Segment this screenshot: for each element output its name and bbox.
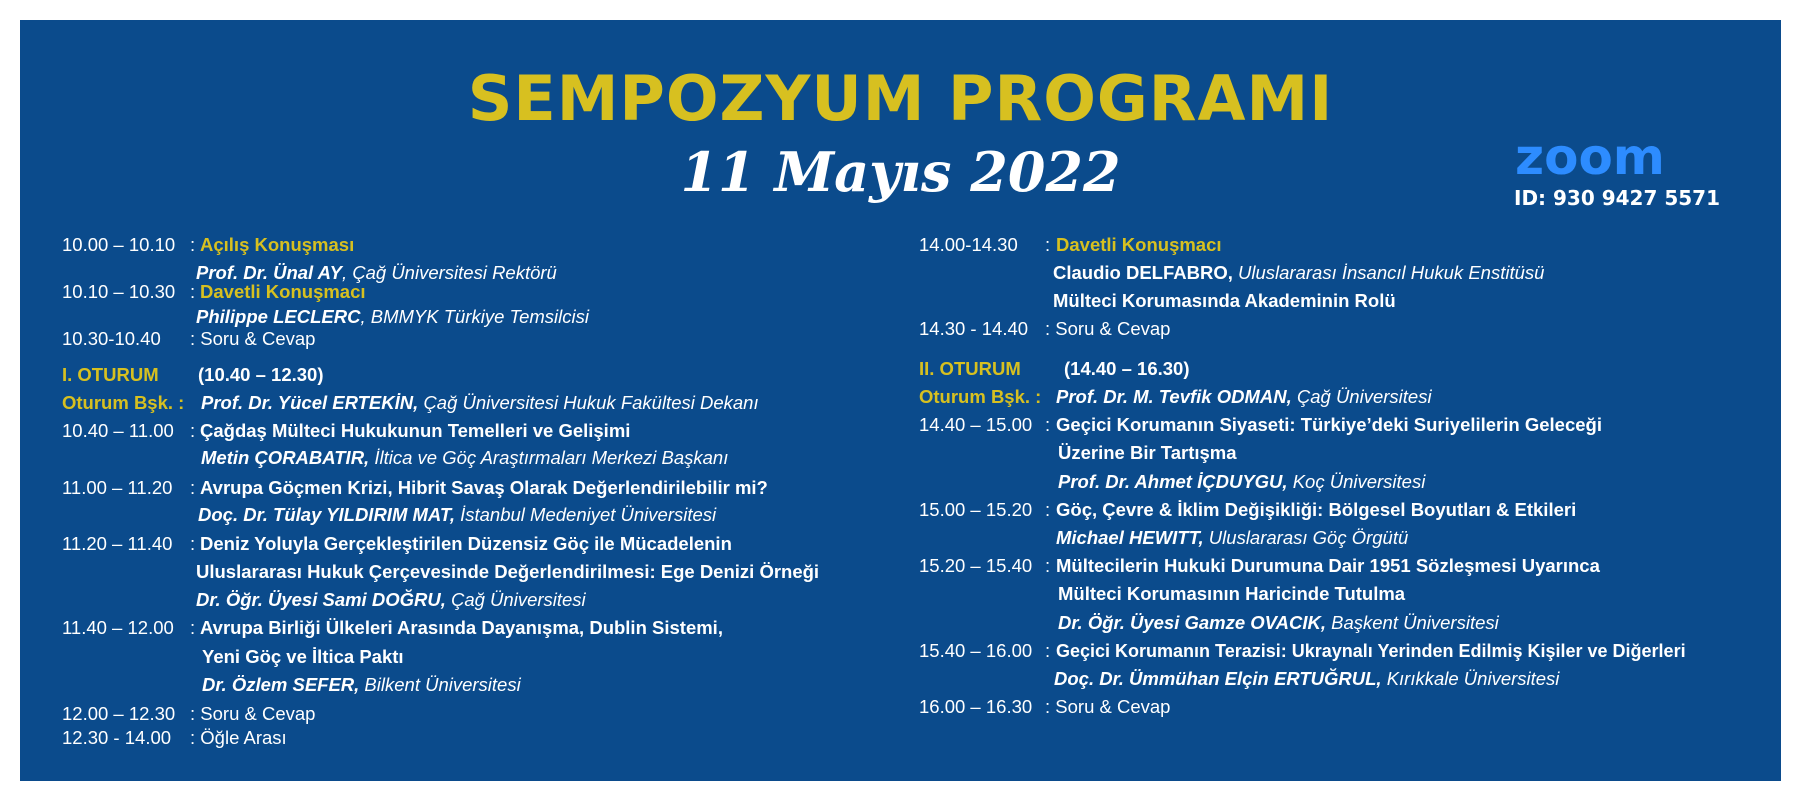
separator: : (1045, 414, 1051, 435)
talk-title: Mülteci Korumasında Akademinin Rolü (1053, 290, 1396, 311)
time-slot: 15.00 – 15.20 (919, 499, 1033, 520)
talk-title-line-1: Mültecilerin Hukuki Durumuna Dair 1951 Sözleşmesi Uyarınca (1056, 555, 1600, 576)
lunch-break-text: : Öğle Arası (190, 727, 287, 748)
speaker-line (1056, 526, 1408, 550)
speaker-name: Dr. Özlem SEFER, (202, 674, 360, 695)
speaker-line (1053, 261, 1544, 285)
time-slot: 11.40 – 12.00 (62, 617, 174, 638)
talk-title: Avrupa Göçmen Krizi, Hibrit Savaş Olarak Değerlendirilebilir mi? (200, 477, 768, 498)
session-label: II. OTURUM (919, 358, 1021, 379)
time-slot: 12.00 – 12.30 (62, 703, 176, 724)
chair-name: Prof. Dr. M. Tevfik ODMAN, (1056, 386, 1292, 407)
speaker-affiliation: Bilkent Üniversitesi (359, 674, 521, 695)
talk-title-line-2: Üzerine Bir Tartışma (1058, 442, 1237, 463)
separator: : (190, 420, 196, 441)
separator: : (190, 234, 196, 255)
speaker-name: Claudio DELFABRO, (1053, 262, 1233, 283)
speaker-affiliation: Koç Üniversitesi (1287, 471, 1426, 492)
speaker-name: Metin ÇORABATIR, (201, 447, 370, 468)
speaker-name: Dr. Öğr. Üyesi Sami DOĞRU, (196, 589, 446, 610)
separator: : (1045, 234, 1051, 255)
time-slot: 14.00-14.30 (919, 234, 1018, 255)
talk-title-line-2: Yeni Göç ve İltica Paktı (202, 646, 404, 667)
speaker-line (196, 305, 589, 329)
chair-line (201, 391, 759, 415)
chair-affiliation: Çağ Üniversitesi (1291, 386, 1432, 407)
speaker-name: Prof. Dr. Ahmet İÇDUYGU, (1058, 471, 1288, 492)
time-slot: 11.00 – 11.20 (62, 477, 173, 498)
talk-title: Geçici Korumanın Terazisi: Ukraynalı Yerinden Edilmiş Kişiler ve Diğerleri (1056, 641, 1686, 661)
qa-text: : Soru & Cevap (1045, 318, 1171, 339)
session-label: I. OTURUM (62, 364, 159, 385)
separator: : (1045, 640, 1051, 661)
speaker-name: Dr. Öğr. Üyesi Gamze OVACIK, (1058, 612, 1326, 633)
zoom-logo: zoom (1515, 128, 1665, 186)
separator: : (190, 617, 196, 638)
speaker-affiliation: İstanbul Medeniyet Üniversitesi (454, 504, 717, 525)
time-slot: 14.30 - 14.40 (919, 318, 1029, 339)
page-title: SEMPOZYUM PROGRAMI (467, 62, 1334, 135)
invited-speaker-label: Davetli Konuşmacı (1056, 234, 1222, 255)
chair-name: Prof. Dr. Yücel ERTEKİN, (201, 392, 419, 413)
time-slot: 14.40 – 15.00 (919, 414, 1033, 435)
speaker-name: Doç. Dr. Ümmühan Elçin ERTUĞRUL, (1054, 668, 1382, 689)
speaker-name: Philippe LECLERC (196, 306, 361, 327)
talk-title-line-1: Avrupa Birliği Ülkeleri Arasında Dayanışma, Dublin Sistemi, (200, 617, 723, 638)
session-time: (14.40 – 16.30) (1064, 358, 1190, 379)
speaker-line (1054, 667, 1559, 691)
separator: : (1045, 499, 1051, 520)
speaker-affiliation: Uluslararası İnsancıl Hukuk Enstitüsü (1232, 262, 1545, 283)
chair-label: Oturum Bşk. : (62, 392, 185, 413)
zoom-meeting-id: ID: 930 9427 5571 (1514, 186, 1721, 210)
talk-title-line-1: Geçici Korumanın Siyaseti: Türkiye’deki Suriyelilerin Geleceği (1056, 414, 1602, 435)
talk-title-line-1: Deniz Yoluyla Gerçekleştirilen Düzensiz Göç ile Mücadelenin (200, 533, 732, 554)
chair-affiliation: Çağ Üniversitesi Hukuk Fakültesi Dekanı (418, 392, 759, 413)
speaker-affiliation: , Çağ Üniversitesi Rektörü (341, 262, 557, 283)
separator: : (190, 281, 196, 302)
speaker-name: Prof. Dr. Ünal AY (196, 262, 342, 283)
speaker-affiliation: İltica ve Göç Araştırmaları Merkezi Başkanı (369, 447, 729, 468)
time-slot: 15.40 – 16.00 (919, 640, 1033, 661)
qa-text: : Soru & Cevap (1045, 696, 1171, 717)
qa-text: : Soru & Cevap (190, 328, 316, 349)
speaker-line (202, 673, 521, 697)
speaker-affiliation: Kırıkkale Üniversitesi (1381, 668, 1560, 689)
time-slot: 12.30 - 14.00 (62, 727, 172, 748)
speaker-line (198, 503, 716, 527)
time-slot: 11.20 – 11.40 (62, 533, 173, 554)
talk-title-line-2: Uluslararası Hukuk Çerçevesinde Değerlendirilmesi: Ege Denizi Örneği (196, 561, 820, 582)
time-slot: 10.30-10.40 (62, 328, 161, 349)
speaker-affiliation: Çağ Üniversitesi (445, 589, 586, 610)
qa-text: : Soru & Cevap (190, 703, 316, 724)
time-slot: 15.20 – 15.40 (919, 555, 1033, 576)
speaker-name: Michael HEWITT, (1056, 527, 1204, 548)
separator: : (190, 477, 196, 498)
session-time: (10.40 – 12.30) (198, 364, 324, 385)
talk-title: Çağdaş Mülteci Hukukunun Temelleri ve Gelişimi (200, 420, 631, 441)
chair-label: Oturum Bşk. : (919, 386, 1042, 407)
event-date: 11 Mayıs 2022 (680, 140, 1121, 204)
program-panel (20, 20, 1781, 781)
time-slot: 10.40 – 11.00 (62, 420, 174, 441)
invited-speaker-label: Davetli Konuşmacı (200, 281, 366, 302)
speaker-affiliation: Başkent Üniversitesi (1326, 612, 1499, 633)
speaker-line (1058, 611, 1499, 635)
talk-title-line-2: Mülteci Korumasının Haricinde Tutulma (1058, 583, 1406, 604)
opening-speech-label: Açılış Konuşması (200, 234, 355, 255)
time-slot: 16.00 – 16.30 (919, 696, 1033, 717)
speaker-affiliation: , BMMYK Türkiye Temsilcisi (360, 306, 589, 327)
time-slot: 10.10 – 10.30 (62, 281, 176, 302)
time-slot: 10.00 – 10.10 (62, 234, 176, 255)
speaker-line (196, 588, 586, 612)
chair-line (1056, 385, 1432, 409)
speaker-line (1058, 470, 1425, 494)
speaker-name: Doç. Dr. Tülay YILDIRIM MAT, (198, 504, 455, 525)
separator: : (1045, 555, 1051, 576)
separator: : (190, 533, 196, 554)
speaker-line (201, 446, 728, 470)
talk-title: Göç, Çevre & İklim Değişikliği: Bölgesel Boyutları & Etkileri (1056, 499, 1577, 520)
speaker-affiliation: Uluslararası Göç Örgütü (1203, 527, 1409, 548)
